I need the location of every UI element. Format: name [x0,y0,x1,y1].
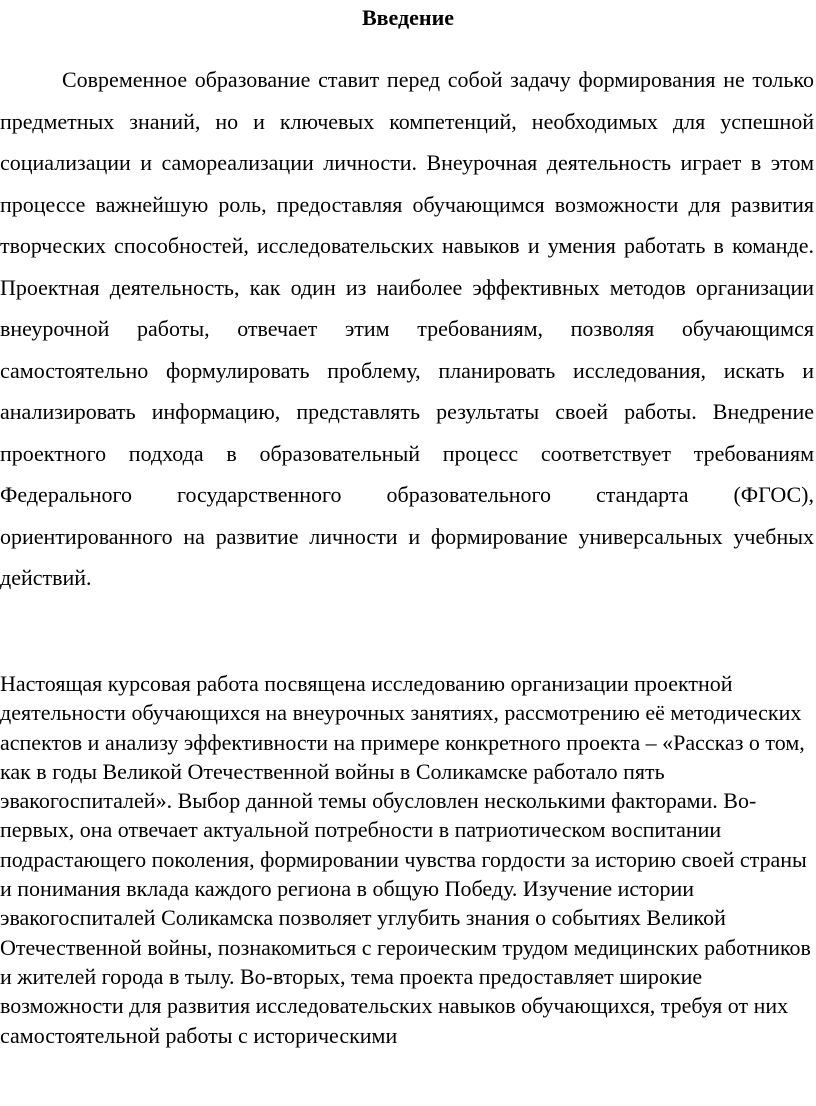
paragraph-introduction: Современное образование ставит перед собой задачу формирования не только предметных знаний, но и ключевых компетенций, необходимых для успешной социализации и самореализации личности. Внеурочная деятельность играет в этом процессе важнейшую роль, предоставляя обучающимся возможности для развития творческих способностей, исследовательских навыков и умения работать в команде. Проектная деятельность, как один из наиболее эффективных методов организации внеурочной работы, отвечает этим требованиям, позволяя обучающимся самостоятельно формулировать проблему, планировать исследования, искать и анализировать информацию, представлять результаты своей работы. Внедрение проектного подхода в образовательный процесс соответствует требованиям Федерального государственного образовательного стандарта (ФГОС), ориентированного на развитие личности и формирование универсальных учебных действий. [0,67,814,590]
document-title: Введение [361,5,455,30]
paragraph-course-work: Настоящая курсовая работа посвящена исследованию организации проектной деятельности обучающихся на внеурочных занятиях, рассмотрению её методических аспектов и анализу эффективности на примере конкретного проекта – «Рассказ о том, как в годы Великой Отечественной войны в Соликамске работало пять эвакогоспиталей». Выбор данной темы обусловлен несколькими факторами. Во-первых, она отвечает актуальной потребности в патриотическом воспитании подрастающего поколения, формировании чувства гордости за историю своей страны и понимания вклада каждого региона в общую Победу. Изучение истории эвакогоспиталей Соликамска позволяет углубить знания о событиях Великой Отечественной войны, познакомиться с героическим трудом медицинских работников и жителей города в тылу. Во-вторых, тема проекта предоставляет широкие возможности для развития исследовательских навыков обучающихся, требуя от них самостоятельной работы с историческими [0,671,811,1048]
